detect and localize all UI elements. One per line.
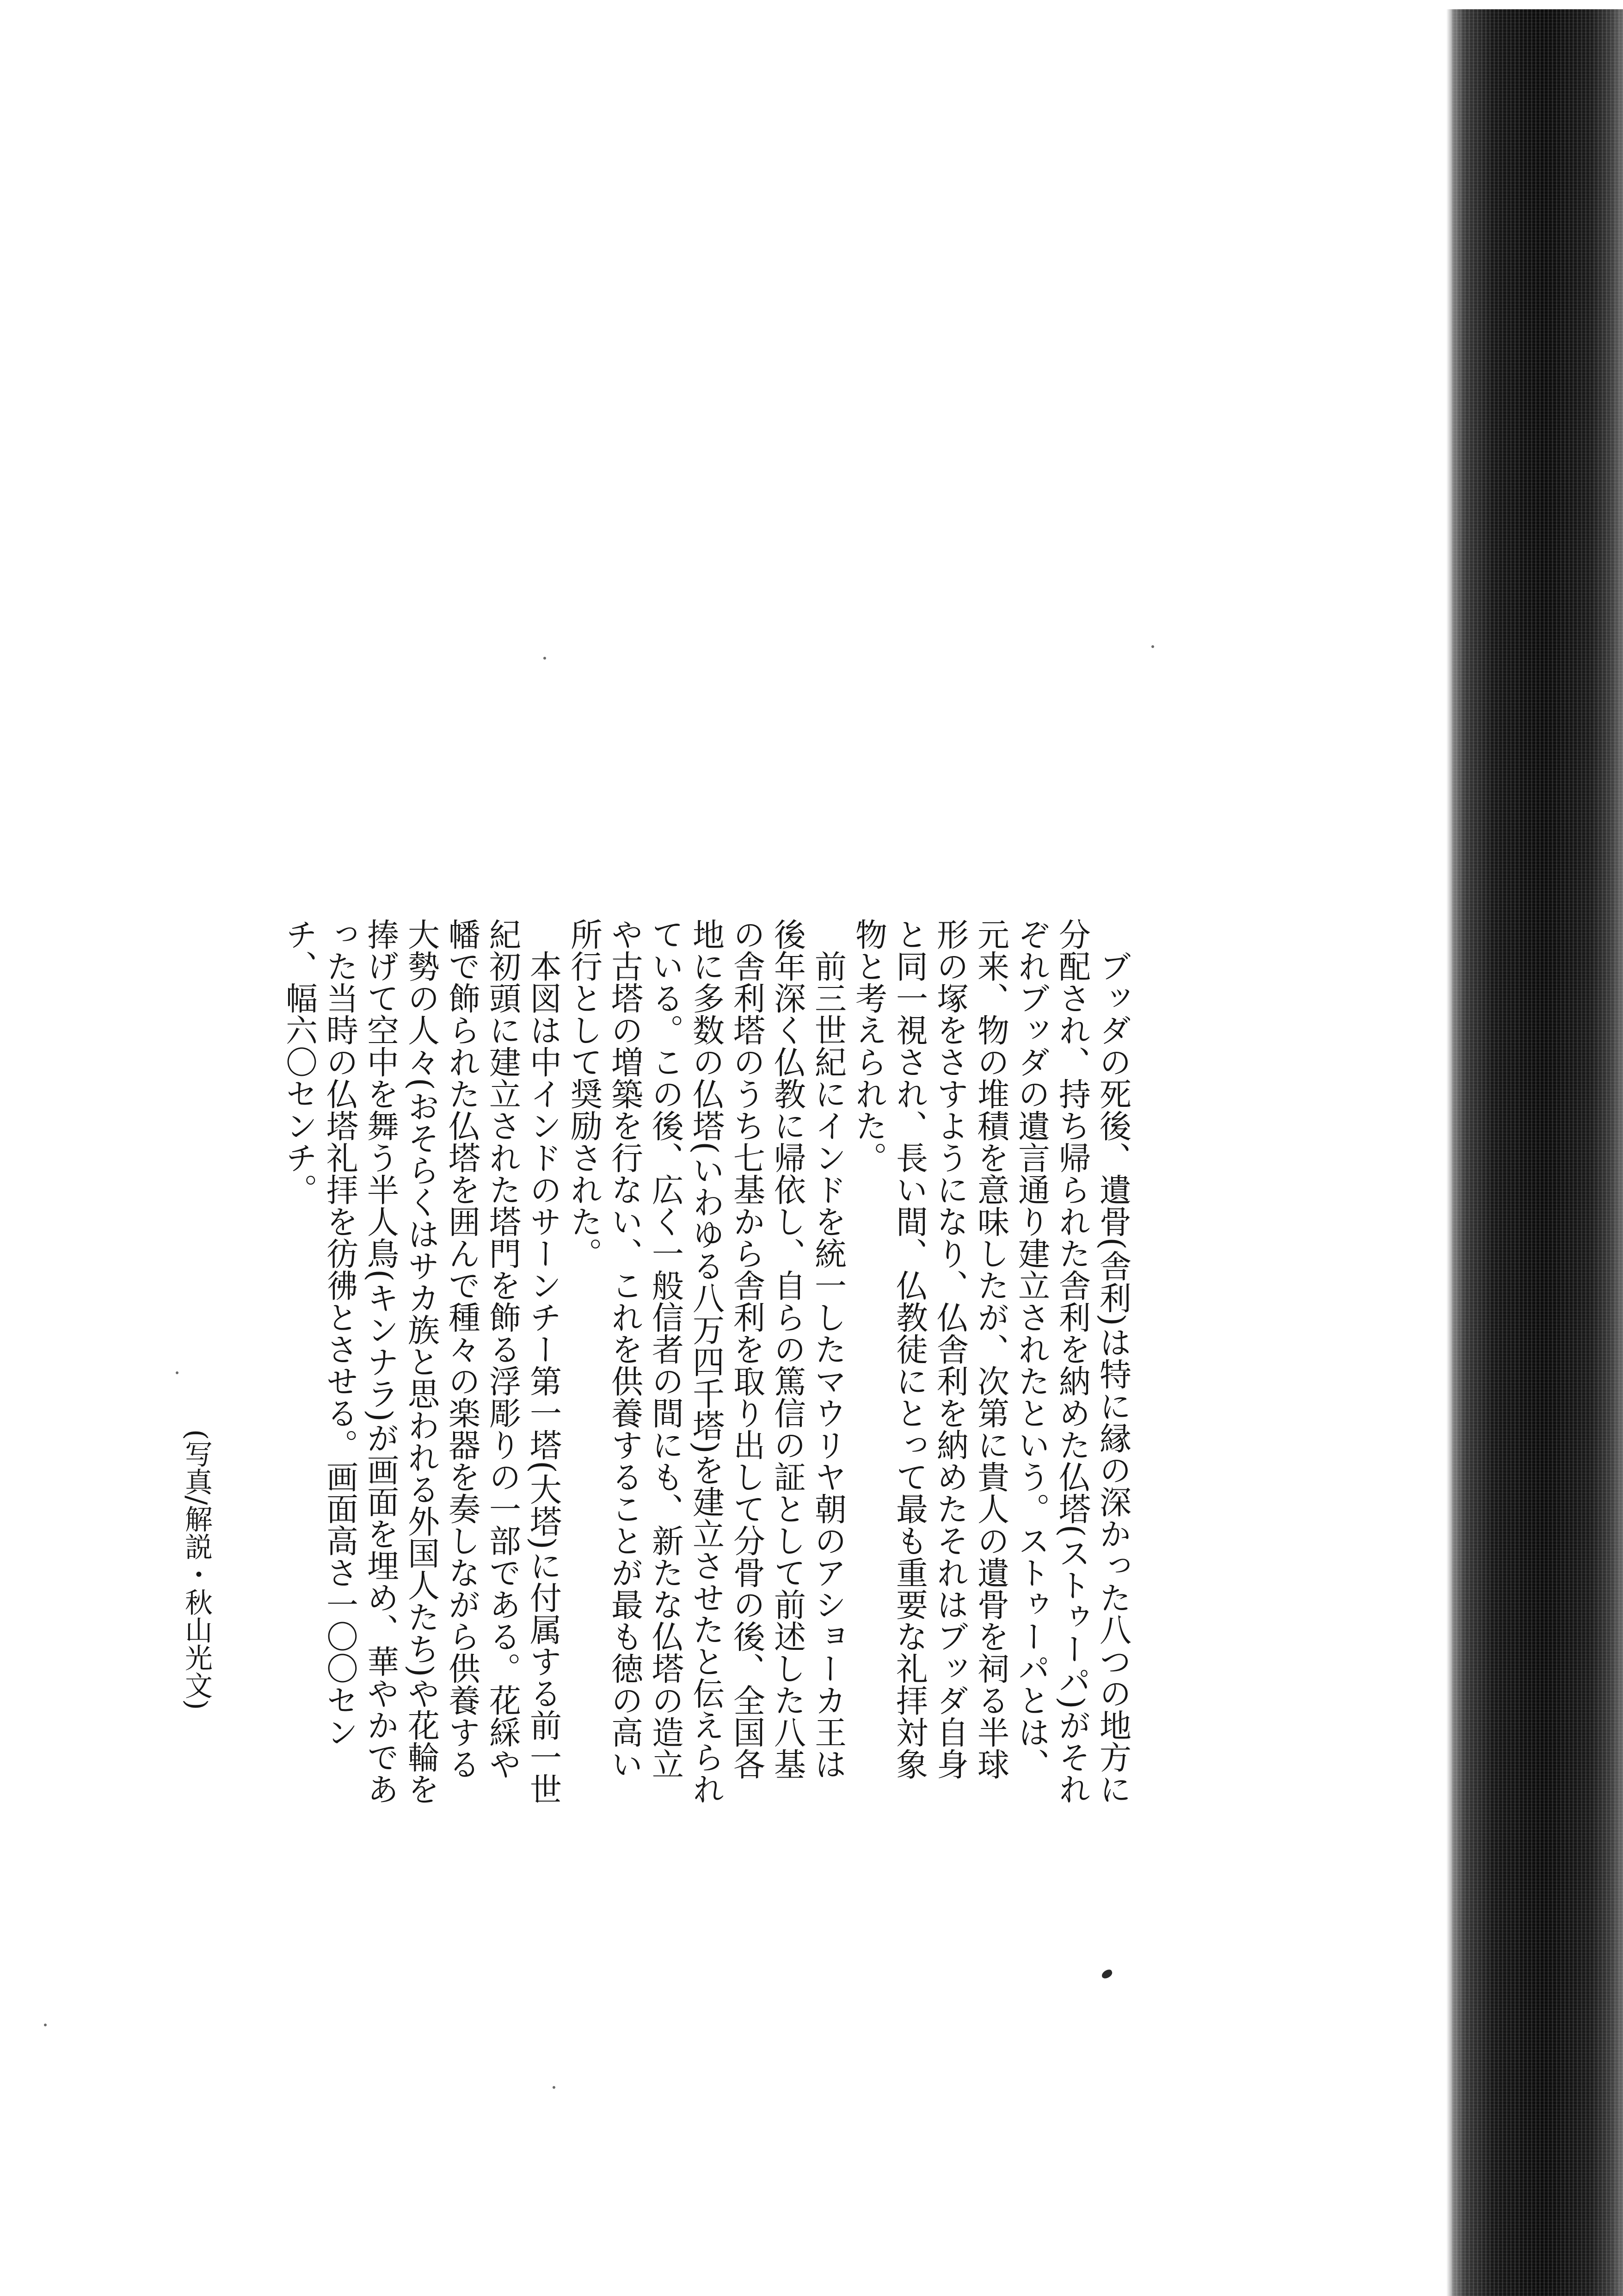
ink-smudge: [1100, 1969, 1114, 1980]
paragraph-1: ブッダの死後、遺骨(舎利)は特に縁の深かった八つの地方に分配され、持ち帰られた舎利を納めた仏塔(ストゥーパ)がそれぞれブッダの遺言通り建立されたという。ストゥーパとは、元来、物の堆積を意味したが、次第に貴人の遺骨を祠る半球形の塚をさすようになり、仏舎利を納めたそれはブッダ自身と同一視され、長い間、仏教徒にとって最も重要な礼拝対象物と考えられた。: [850, 918, 1131, 1805]
scan-speck: [553, 2086, 555, 2089]
photo-credit: (写真/解説・秋山光文): [180, 1429, 213, 1710]
book-binding-strip: [1452, 9, 1623, 2296]
scan-speck: [176, 1371, 178, 1374]
scan-speck: [1151, 645, 1154, 648]
body-text: [278, 918, 1133, 1806]
paragraph-2: 前三世紀にインドを統一したマウリヤ朝のアショーカ王は後年深く仏教に帰依し、自らの篤信の証として前述した八基の舎利塔のうち七基から舎利を取り出して分骨の後、全国各地に多数の仏塔(いわゆる八万四千塔)を建立させたと伝えられている。この後、広く一般信者の間にも、新たな仏塔の造立や古塔の増築を行ない、これを供養することが最も徳の高い所行として奨励された。: [565, 918, 846, 1805]
scan-speck: [44, 2024, 47, 2026]
paragraph-3: 本図は中インドのサーンチー第一塔(大塔)に付属する前一世紀初頭に建立された塔門を飾る浮彫りの一部である。花綵や幡で飾られた仏塔を囲んで種々の楽器を奏しながら供養する大勢の人々(おそらくはサカ族と思われる外国人たち)や花輪を捧げて空中を舞う半人鳥(キンナラ)が画面を埋め、華やかであった当時の仏塔礼拝を彷彿とさせる。画面高さ一〇〇センチ、幅六〇センチ。: [280, 918, 561, 1805]
scan-speck: [543, 657, 546, 660]
